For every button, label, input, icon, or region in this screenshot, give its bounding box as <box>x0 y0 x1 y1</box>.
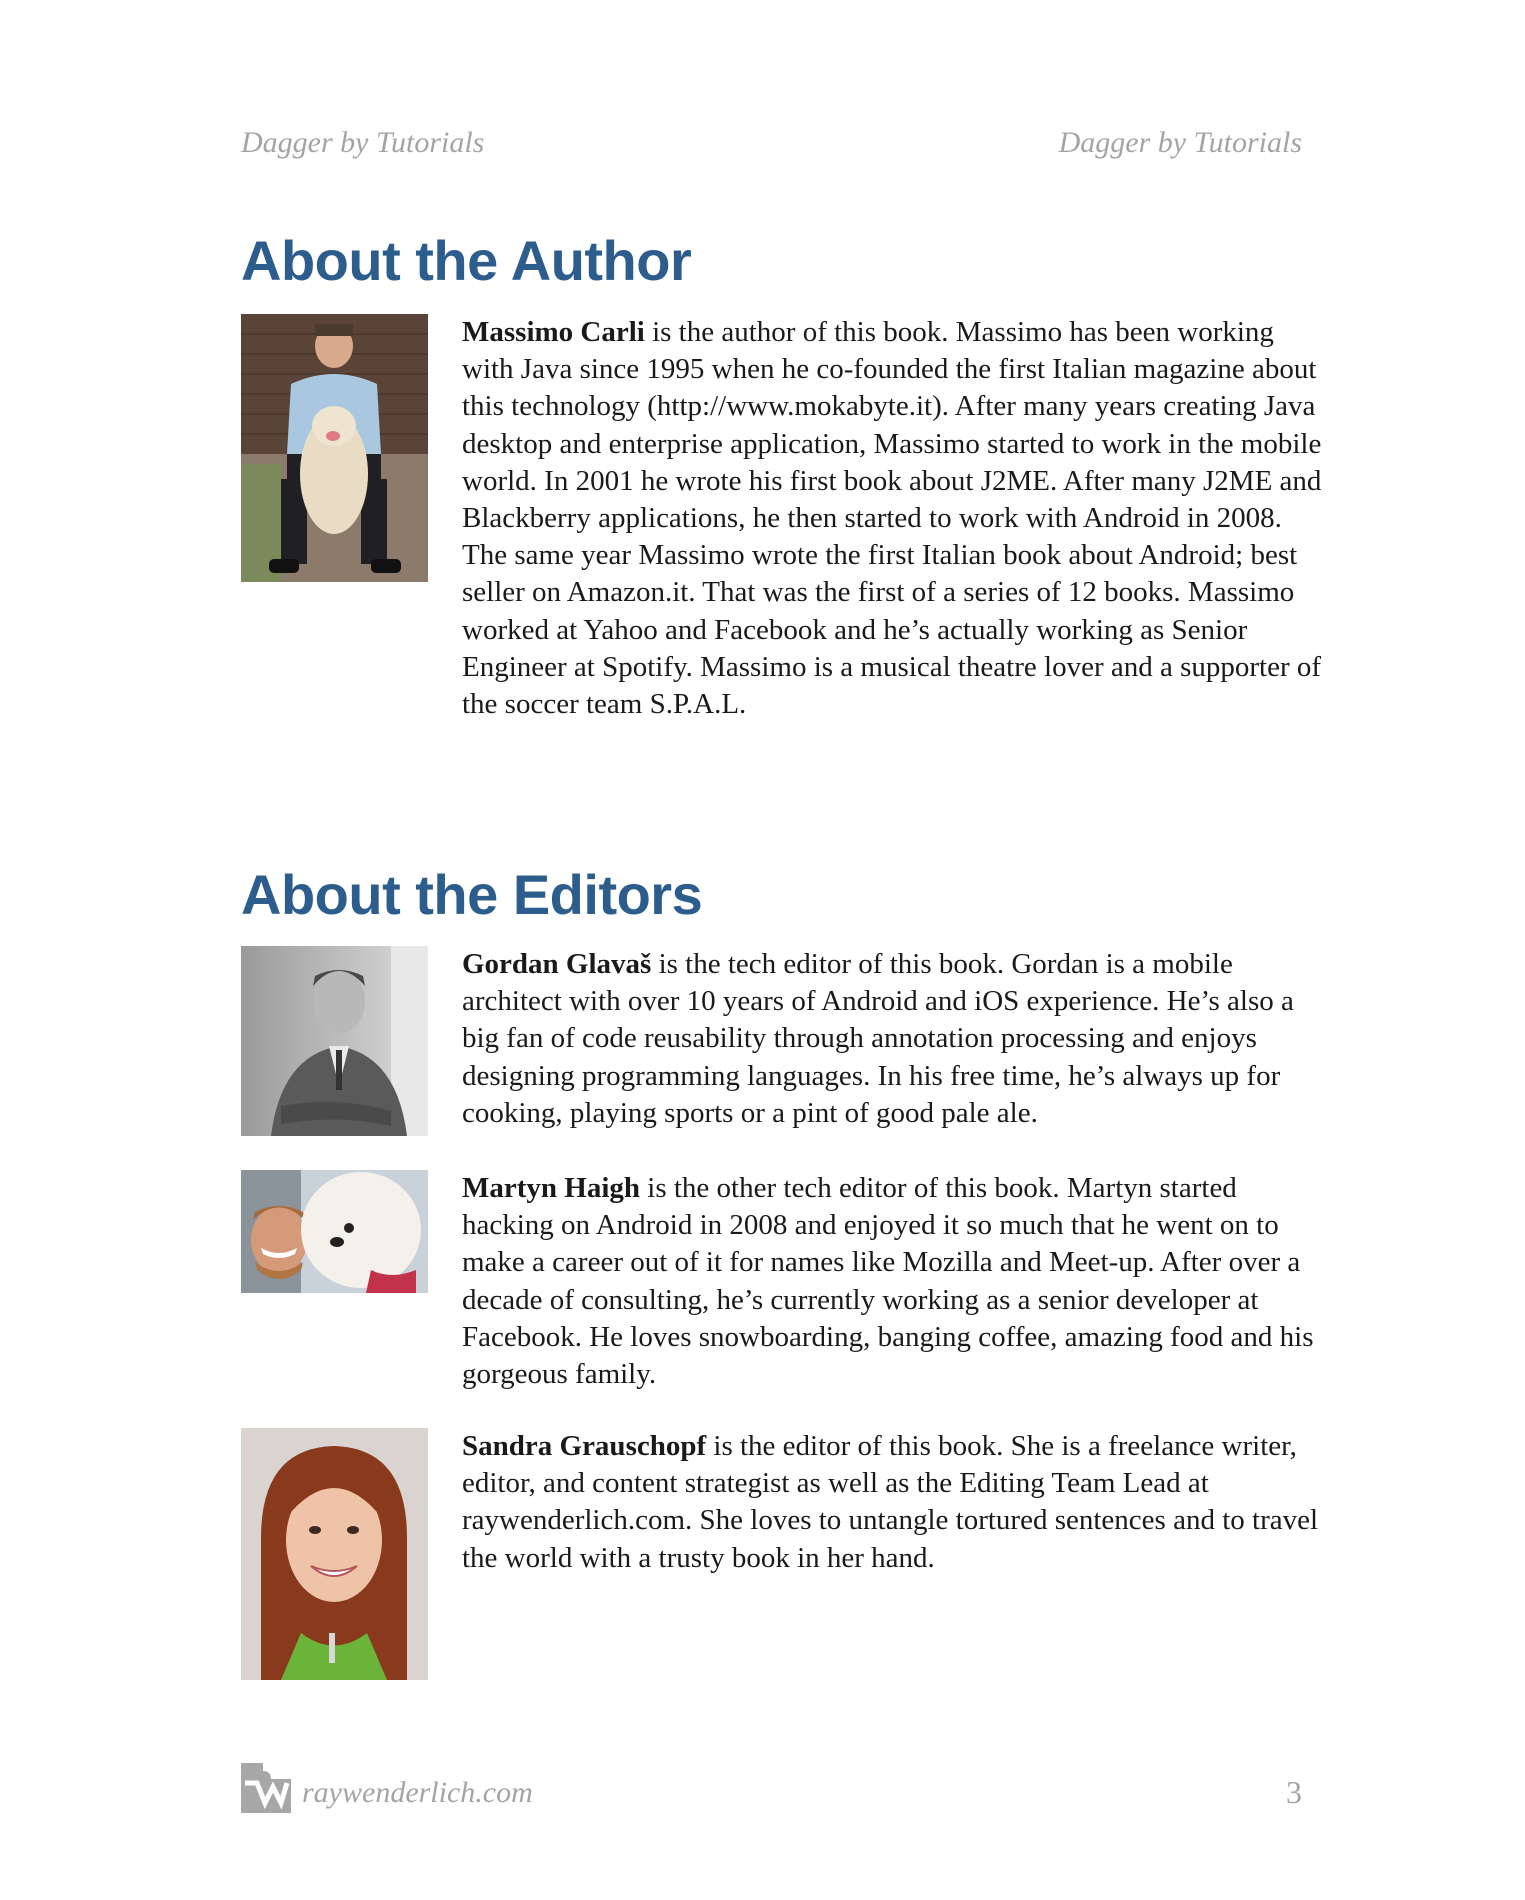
running-head-left: Dagger by Tutorials <box>241 126 485 159</box>
editor-photo-gordan <box>241 946 428 1136</box>
author-photo <box>241 314 428 582</box>
editor-bio-text: is the other tech editor of this book. Martyn started hacking on Android in 2008 and enjoyed it so much that he went on to make a career out of it for names like Mozilla and Meet-up. After over a decade of consulting, he’s currently working as a senior developer at Facebook. He loves snowboarding, banging coffee, amazing food and his gorgeous family. <box>462 1172 1314 1391</box>
editor-photo-martyn <box>241 1170 428 1293</box>
page-number: 3 <box>1286 1774 1302 1810</box>
author-section-title: About the Author <box>241 229 692 292</box>
raywenderlich-logo-icon <box>241 1763 291 1813</box>
author-name: Massimo Carli <box>462 316 645 348</box>
editor-name: Sandra Grauschopf <box>462 1430 707 1462</box>
running-head-right: Dagger by Tutorials <box>1058 126 1302 159</box>
author-bio <box>462 314 1322 723</box>
editor-bio-sandra <box>462 1428 1322 1577</box>
editor-name: Gordan Glavaš <box>462 948 652 980</box>
editors-section-title: About the Editors <box>241 863 703 926</box>
author-bio-text: is the author of this book. Massimo has been working with Java since 1995 when he co-founded the first Italian magazine about this technology (http://www.mokabyte.it). After many years creating Java desktop and enterprise application, Massimo started to work in the mobile world. In 2001 he wrote his first book about J2ME. After many J2ME and Blackberry applications, he then started to work with Android in 2008. The same year Massimo wrote the first Italian book about Android; best seller on Amazon.it. That was the first of a series of 12 books. Massimo worked at Yahoo and Facebook and he’s actually working as Senior Engineer at Spotify. Massimo is a musical theatre lover and a supporter of the soccer team S.P.A.L. <box>462 316 1322 721</box>
editor-bio-text: is the tech editor of this book. Gordan is a mobile architect with over 10 years of Android and iOS experience. He’s also a big fan of code reusability through annotation processing and enjoys designing programming languages. In his free time, he’s always up for cooking, playing sports or a pint of good pale ale. <box>462 948 1294 1129</box>
editor-bio-martyn <box>462 1170 1322 1393</box>
editor-photo-sandra <box>241 1428 428 1680</box>
footer-url: raywenderlich.com <box>302 1776 533 1809</box>
editor-bio-gordan <box>462 946 1322 1132</box>
editor-bio-text: is the editor of this book. She is a freelance writer, editor, and content strategist as well as the Editing Team Lead at raywenderlich.com. She loves to untangle tortured sentences and to travel the world with a trusty book in her hand. <box>462 1430 1319 1574</box>
editor-name: Martyn Haigh <box>462 1172 641 1204</box>
